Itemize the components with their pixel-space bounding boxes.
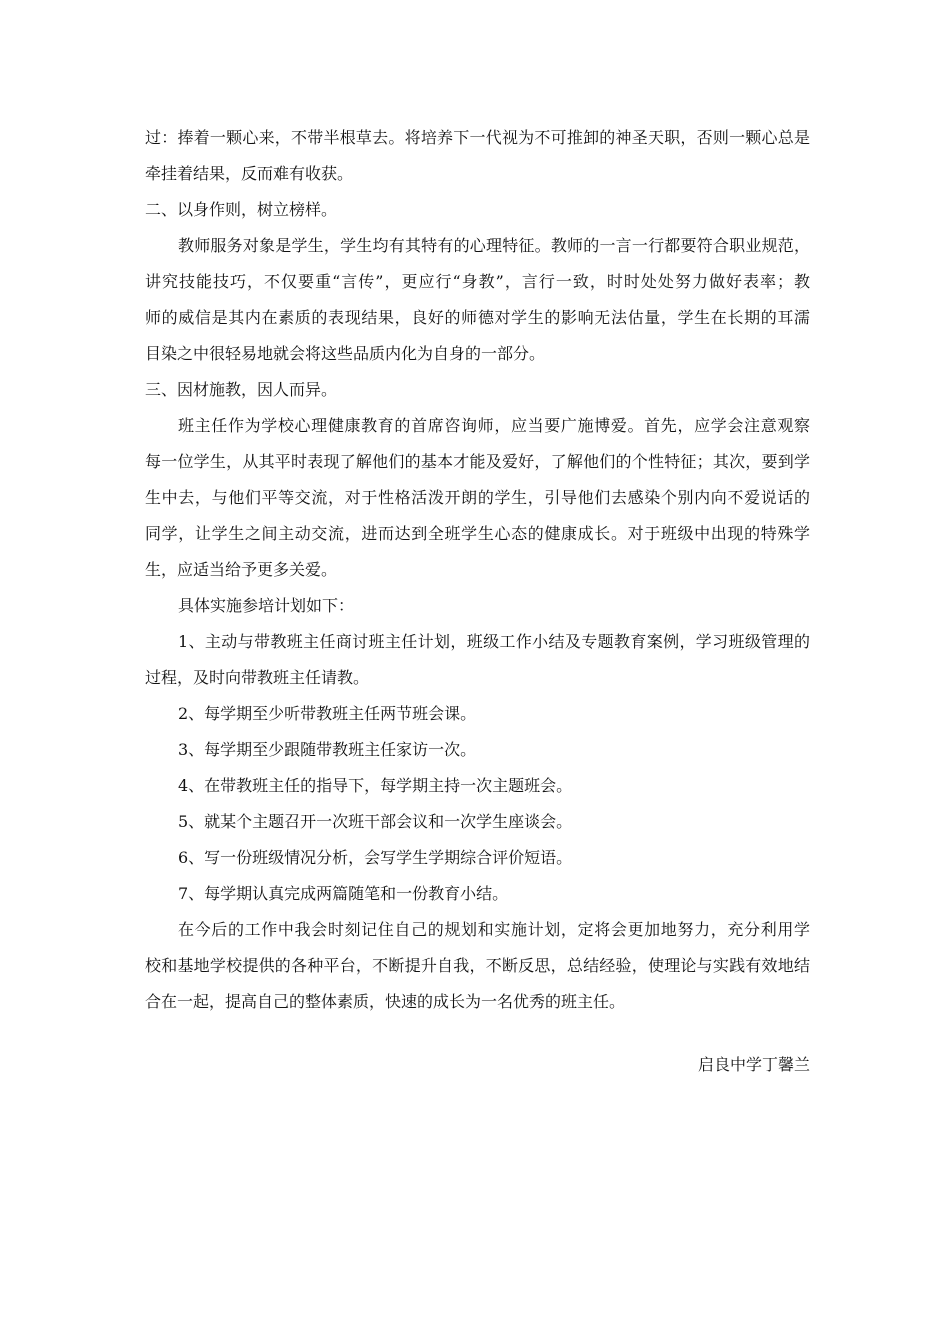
section-3-line-3: 生中去，与他们平等交流，对于性格活泼开朗的学生，引导他们去感染个别内向不爱说话的 (145, 488, 810, 507)
section-2-heading: 二、以身作则，树立榜样。 (145, 200, 338, 219)
conclusion-line-3: 合在一起，提高自己的整体素质，快速的成长为一名优秀的班主任。 (145, 992, 626, 1011)
plan-item-3: 3、每学期至少跟随带教班主任家访一次。 (178, 740, 477, 759)
section-2-line-3: 师的威信是其内在素质的表现结果，良好的师德对学生的影响无法估量，学生在长期的耳濡 (145, 308, 810, 327)
intro-line-1: 过：捧着一颗心来，不带半根草去。将培养下一代视为不可推卸的神圣天职，否则一颗心总是 (145, 128, 810, 147)
plan-item-6: 6、写一份班级情况分析，会写学生学期综合评价短语。 (178, 848, 573, 867)
conclusion-line-1: 在今后的工作中我会时刻记住自己的规划和实施计划，定将会更加地努力，充分利用学 (178, 920, 810, 939)
section-3-heading: 三、因材施教，因人而异。 (145, 380, 338, 399)
conclusion-line-2: 校和基地学校提供的各种平台，不断提升自我，不断反思，总结经验，使理论与实践有效地结 (145, 956, 810, 975)
plan-intro: 具体实施参培计划如下： (178, 596, 355, 615)
document-page (145, 120, 810, 1083)
section-3-line-4: 同学，让学生之间主动交流，进而达到全班学生心态的健康成长。对于班级中出现的特殊学 (145, 524, 810, 543)
plan-item-1-line-1: 1、主动与带教班主任商讨班主任计划，班级工作小结及专题教育案例，学习班级管理的 (178, 632, 810, 651)
section-3-line-1: 班主任作为学校心理健康教育的首席咨询师，应当要广施博爱。首先，应学会注意观察 (178, 416, 810, 435)
section-3-line-5: 生，应适当给予更多关爱。 (145, 560, 338, 579)
plan-item-2: 2、每学期至少听带教班主任两节班会课。 (178, 704, 477, 723)
plan-item-7: 7、每学期认真完成两篇随笔和一份教育小结。 (178, 884, 509, 903)
section-2-line-4: 目染之中很轻易地就会将这些品质内化为自身的一部分。 (145, 344, 546, 363)
intro-line-2: 牵挂着结果，反而难有收获。 (145, 164, 354, 183)
plan-item-5: 5、就某个主题召开一次班干部会议和一次学生座谈会。 (178, 812, 573, 831)
section-2-line-2: 讲究技能技巧，不仅要重“言传”，更应行“身教”，言行一致，时时处处努力做好表率；教 (145, 272, 810, 291)
plan-item-1-line-2: 过程，及时向带教班主任请教。 (145, 668, 370, 687)
section-2-line-1: 教师服务对象是学生，学生均有其特有的心理特征。教师的一言一行都要符合职业规范， (178, 236, 810, 255)
section-3-line-2: 每一位学生，从其平时表现了解他们的基本才能及爱好，了解他们的个性特征；其次，要到学 (145, 452, 810, 471)
signature: 启良中学丁馨兰 (697, 1055, 810, 1074)
plan-item-4: 4、在带教班主任的指导下，每学期主持一次主题班会。 (178, 776, 573, 795)
